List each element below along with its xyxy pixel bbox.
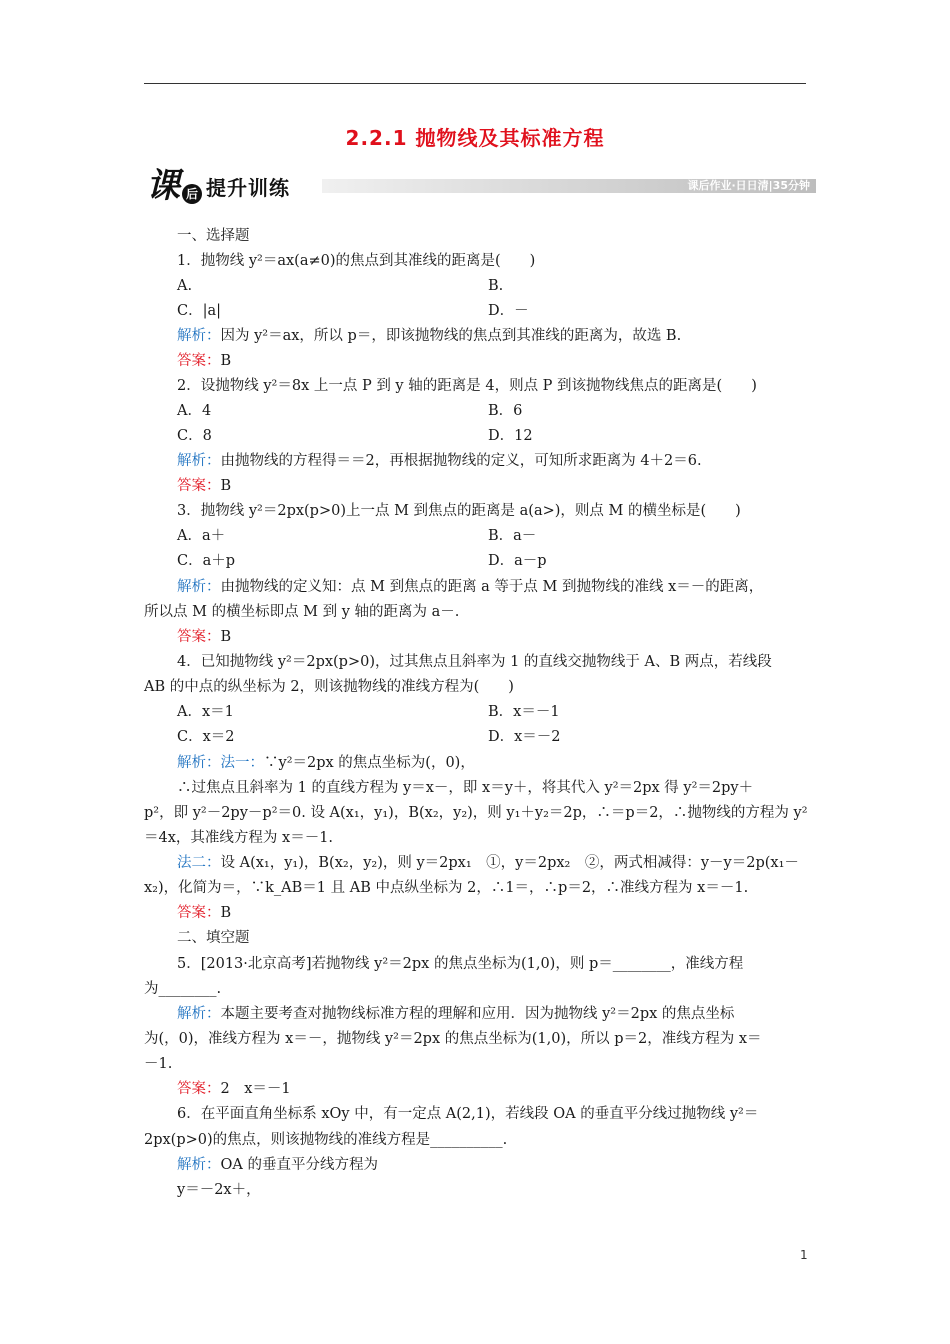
line-text: D．12 <box>488 428 533 444</box>
line-text: AB 的中点的纵坐标为 2，则该抛物线的准线方程为( ) <box>144 679 514 695</box>
top-rule <box>144 83 806 84</box>
line-label: 答案： <box>177 905 221 921</box>
text-line <box>177 903 231 923</box>
text-line <box>488 276 503 296</box>
text-line <box>144 1029 762 1049</box>
line-text: A．a＋ <box>177 528 226 544</box>
text-line <box>177 1104 758 1124</box>
line-text: y＝－2x＋， <box>177 1182 261 1198</box>
line-text: B <box>220 478 232 494</box>
banner-heading: 提升训练 <box>206 176 290 200</box>
banner-bar <box>322 179 816 193</box>
text-line <box>177 853 799 873</box>
text-line <box>177 577 763 597</box>
line-label: 解析： <box>177 1157 221 1173</box>
text-line <box>177 627 231 647</box>
line-text: 因为 y²＝ax，所以 p＝，即该抛物线的焦点到其准线的距离为，故选 B. <box>220 328 682 344</box>
text-line <box>488 727 561 747</box>
text-line <box>177 526 225 546</box>
line-text: C．a＋p <box>177 553 236 569</box>
line-text: C．8 <box>177 428 212 444</box>
text-line <box>144 1130 507 1150</box>
line-text: D．－ <box>488 303 529 319</box>
text-line <box>144 677 514 697</box>
text-line <box>177 928 250 948</box>
line-text: 本题主要考查对抛物线标准方程的理解和应用．因为抛物线 y²＝2px 的焦点坐标 <box>220 1006 735 1022</box>
text-line <box>177 376 757 396</box>
line-label: 答案： <box>177 1081 221 1097</box>
text-line <box>144 878 748 898</box>
text-line <box>177 753 475 773</box>
line-text: B．a－ <box>488 528 537 544</box>
line-text: ＝4x，其准线方程为 x＝－1. <box>144 830 334 846</box>
line-text: －1. <box>144 1056 173 1072</box>
line-label: 解析： <box>177 453 221 469</box>
line-text: 3．抛物线 y²＝2px(p>0)上一点 M 到焦点的距离是 a(a>)，则点 M 的横坐标是( ) <box>177 503 741 519</box>
line-text: 一、选择题 <box>177 228 250 244</box>
text-line <box>144 979 221 999</box>
line-text: ∴过焦点且斜率为 1 的直线方程为 y＝x－，即 x＝y＋，将其代入 y²＝2px 得 y²＝2py＋ <box>177 780 754 796</box>
line-text: D．x＝－2 <box>488 729 561 745</box>
logo-ke-glyph: 课 <box>146 166 180 206</box>
line-text: 二、填空题 <box>177 930 250 946</box>
text-line <box>144 602 459 622</box>
line-text: C．|a| <box>177 303 222 319</box>
line-text: OA 的垂直平分线方程为 <box>220 1157 378 1173</box>
line-text: B．x＝－1 <box>488 704 560 720</box>
text-line <box>177 652 772 672</box>
text-line <box>177 226 250 246</box>
line-label: 解析： <box>177 579 221 595</box>
line-text: 所以点 M 的横坐标即点 M 到 y 轴的距离为 a－. <box>144 604 460 620</box>
line-text: 由抛物线的方程得＝＝2，再根据抛物线的定义，可知所求距离为 4＋2＝6. <box>220 453 702 469</box>
text-line <box>488 526 536 546</box>
line-label: 答案： <box>177 478 221 494</box>
line-text: 1．抛物线 y²＝ax(a≠0)的焦点到其准线的距离是( ) <box>177 253 536 269</box>
text-line <box>177 1155 378 1175</box>
line-text: 2px(p>0)的焦点，则该抛物线的准线方程是__________. <box>144 1132 508 1148</box>
text-line <box>488 551 547 571</box>
text-line <box>177 401 211 421</box>
text-line <box>177 426 212 446</box>
text-line <box>177 326 681 346</box>
line-text: B <box>220 629 232 645</box>
text-line <box>177 301 221 321</box>
line-text: x₂)，化简为＝，∵k_AB＝1 且 AB 中点纵坐标为 2，∴1＝，∴p＝2，∴准线方程为 x＝－1. <box>144 880 749 896</box>
text-line <box>144 1054 172 1074</box>
text-line <box>488 702 560 722</box>
line-text: p²，即 y²－2py－p²＝0. 设 A(x₁，y₁)，B(x₂，y₂)，则 y₁＋y₂＝2p，∴＝p＝2，∴抛物线的方程为 y² <box>144 805 808 821</box>
text-line <box>144 828 333 848</box>
line-label: 解析： <box>177 1006 221 1022</box>
text-line <box>177 1004 734 1024</box>
line-text: A．4 <box>177 403 212 419</box>
line-text: 为________. <box>144 981 222 997</box>
line-text: 由抛物线的定义知：点 M 到焦点的距离 a 等于点 M 到抛物线的准线 x＝－的距离， <box>220 579 764 595</box>
line-label: 答案： <box>177 629 221 645</box>
text-line <box>144 803 808 823</box>
line-label: 解析： <box>177 328 221 344</box>
line-text: D．a－p <box>488 553 547 569</box>
text-line <box>177 251 535 271</box>
section-banner <box>144 168 816 204</box>
line-label: 解析：法一： <box>177 755 264 771</box>
line-text: B <box>220 905 232 921</box>
text-line <box>177 501 741 521</box>
text-line <box>177 351 231 371</box>
line-label: 法二： <box>177 855 221 871</box>
text-line <box>177 727 235 747</box>
line-text: 2．设抛物线 y²＝8x 上一点 P 到 y 轴的距离是 4，则点 P 到该抛物线焦点的距离是( ) <box>177 378 757 394</box>
text-line <box>177 778 753 798</box>
line-text: 5．[2013·北京高考]若抛物线 y²＝2px 的焦点坐标为(1,0)，则 p＝________，准线方程 <box>177 956 744 972</box>
line-text: 设 A(x₁，y₁)，B(x₂，y₂)，则 y＝2px₁ ①，y＝2px₂ ②，两式相减得：y－y＝2p(x₁－ <box>220 855 799 871</box>
line-text: 2 x＝－1 <box>220 1081 291 1097</box>
line-label: 答案： <box>177 353 221 369</box>
page-number: 1 <box>800 1248 808 1262</box>
line-text: B. <box>488 278 504 294</box>
line-text: 为(，0)，准线方程为 x＝－，抛物线 y²＝2px 的焦点坐标为(1,0)，所以 p＝2，准线方程为 x＝ <box>144 1031 762 1047</box>
line-text: B <box>220 353 232 369</box>
text-line <box>177 1079 291 1099</box>
text-line <box>177 276 192 296</box>
text-line <box>177 551 235 571</box>
line-text: C．x＝2 <box>177 729 235 745</box>
text-line <box>177 476 231 496</box>
banner-bar-text: 课后作业·日日清|35分钟 <box>687 179 810 192</box>
text-line <box>177 451 702 471</box>
text-line <box>177 954 743 974</box>
text-line <box>488 401 522 421</box>
line-text: A．x＝1 <box>177 704 234 720</box>
text-line <box>177 702 234 722</box>
line-text: 6．在平面直角坐标系 xOy 中，有一定点 A(2,1)，若线段 OA 的垂直平分线过抛物线 y²＝ <box>177 1106 759 1122</box>
line-text: B．6 <box>488 403 523 419</box>
page-title: 2.2.1 抛物线及其标准方程 <box>345 126 605 150</box>
text-line <box>488 426 533 446</box>
logo-hou-badge: 后 <box>182 184 202 204</box>
line-text: A. <box>177 278 193 294</box>
line-text: ∵y²＝2px 的焦点坐标为(，0)， <box>264 755 475 771</box>
line-text: 4．已知抛物线 y²＝2px(p>0)，过其焦点且斜率为 1 的直线交抛物线于 A、B 两点，若线段 <box>177 654 772 670</box>
text-line <box>177 1180 261 1200</box>
text-line <box>488 301 529 321</box>
